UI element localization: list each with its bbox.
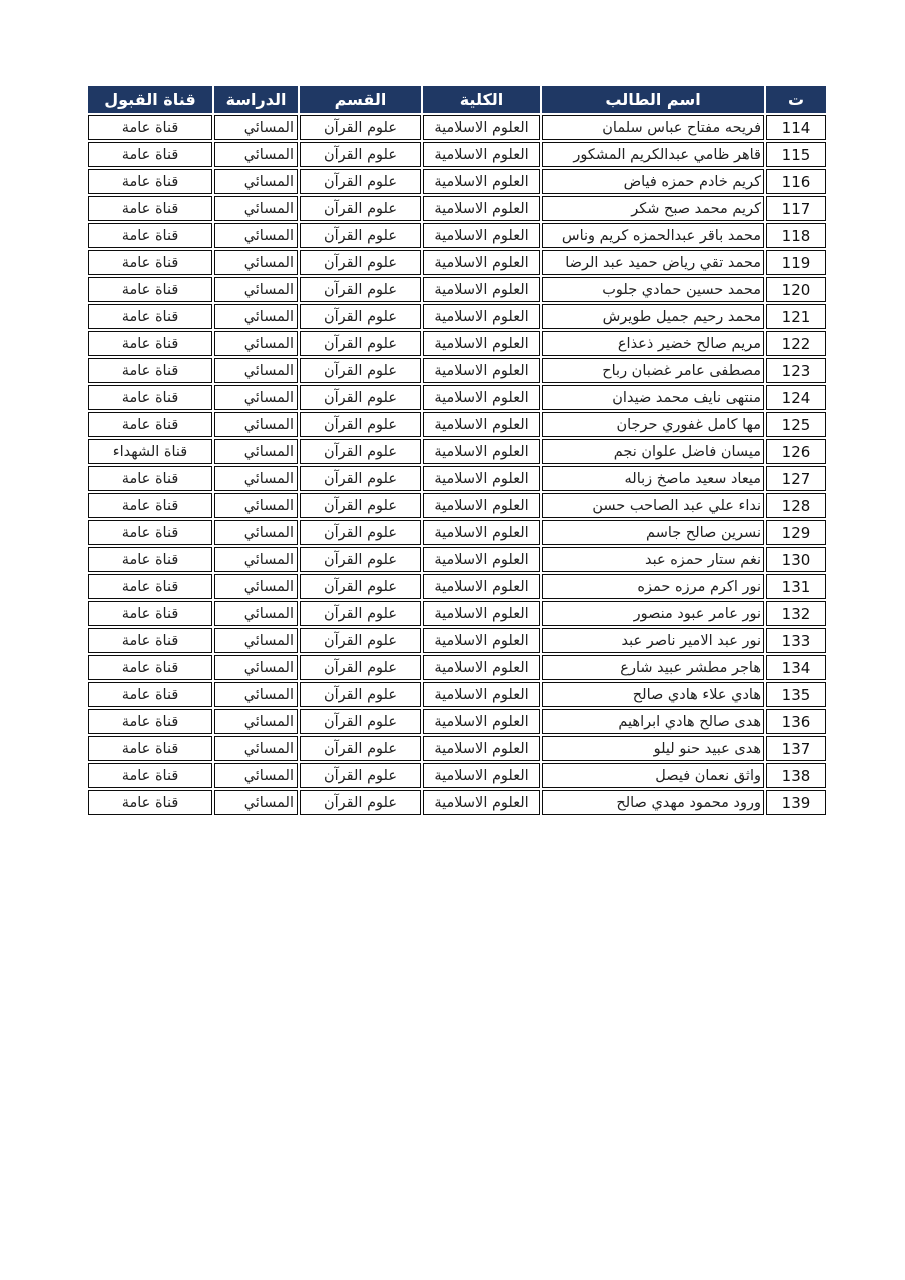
cell-department: علوم القرآن: [300, 763, 421, 788]
cell-department: علوم القرآن: [300, 736, 421, 761]
cell-serial: 136: [766, 709, 826, 734]
cell-department: علوم القرآن: [300, 412, 421, 437]
cell-study: المسائي: [214, 520, 298, 545]
cell-admission-channel: قناة عامة: [88, 493, 212, 518]
cell-study: المسائي: [214, 277, 298, 302]
cell-college: العلوم الاسلامية: [423, 493, 540, 518]
cell-admission-channel: قناة عامة: [88, 358, 212, 383]
cell-serial: 138: [766, 763, 826, 788]
cell-department: علوم القرآن: [300, 493, 421, 518]
cell-department: علوم القرآن: [300, 682, 421, 707]
cell-admission-channel: قناة عامة: [88, 628, 212, 653]
cell-college: العلوم الاسلامية: [423, 385, 540, 410]
cell-admission-channel: قناة عامة: [88, 412, 212, 437]
cell-college: العلوم الاسلامية: [423, 142, 540, 167]
cell-student-name: ميسان فاضل علوان نجم: [542, 439, 764, 464]
cell-college: العلوم الاسلامية: [423, 736, 540, 761]
cell-department: علوم القرآن: [300, 142, 421, 167]
cell-student-name: هدى صالح هادي ابراهيم: [542, 709, 764, 734]
cell-college: العلوم الاسلامية: [423, 520, 540, 545]
cell-serial: 134: [766, 655, 826, 680]
cell-department: علوم القرآن: [300, 223, 421, 248]
table-row: [88, 412, 826, 437]
cell-serial: 128: [766, 493, 826, 518]
cell-college: العلوم الاسلامية: [423, 331, 540, 356]
cell-college: العلوم الاسلامية: [423, 655, 540, 680]
cell-college: العلوم الاسلامية: [423, 790, 540, 815]
cell-college: العلوم الاسلامية: [423, 277, 540, 302]
cell-department: علوم القرآن: [300, 277, 421, 302]
cell-student-name: مها كامل غفوري حرجان: [542, 412, 764, 437]
cell-student-name: ورود محمود مهدي صالح: [542, 790, 764, 815]
cell-student-name: منتهى نايف محمد ضيدان: [542, 385, 764, 410]
cell-college: العلوم الاسلامية: [423, 412, 540, 437]
cell-serial: 115: [766, 142, 826, 167]
cell-study: المسائي: [214, 412, 298, 437]
cell-student-name: نغم ستار حمزه عبد: [542, 547, 764, 572]
cell-student-name: نور اكرم مرزه حمزه: [542, 574, 764, 599]
cell-college: العلوم الاسلامية: [423, 574, 540, 599]
cell-student-name: قاهر ظامي عبدالكريم المشكور: [542, 142, 764, 167]
cell-study: المسائي: [214, 682, 298, 707]
cell-study: المسائي: [214, 439, 298, 464]
cell-serial: 135: [766, 682, 826, 707]
cell-department: علوم القرآن: [300, 655, 421, 680]
cell-admission-channel: قناة عامة: [88, 385, 212, 410]
header-admission-channel: قناة القبول: [88, 86, 212, 113]
cell-college: العلوم الاسلامية: [423, 115, 540, 140]
cell-serial: 122: [766, 331, 826, 356]
cell-serial: 127: [766, 466, 826, 491]
cell-department: علوم القرآن: [300, 169, 421, 194]
cell-student-name: مريم صالح خضير ذعذاع: [542, 331, 764, 356]
cell-study: المسائي: [214, 466, 298, 491]
header-department: القسم: [300, 86, 421, 113]
cell-study: المسائي: [214, 493, 298, 518]
cell-serial: 124: [766, 385, 826, 410]
header-row: [88, 86, 826, 113]
cell-study: المسائي: [214, 736, 298, 761]
cell-department: علوم القرآن: [300, 790, 421, 815]
cell-study: المسائي: [214, 628, 298, 653]
table-row: [88, 763, 826, 788]
cell-student-name: محمد باقر عبدالحمزه كريم وناس: [542, 223, 764, 248]
cell-admission-channel: قناة عامة: [88, 790, 212, 815]
cell-college: العلوم الاسلامية: [423, 466, 540, 491]
cell-department: علوم القرآن: [300, 385, 421, 410]
table-row: [88, 439, 826, 464]
cell-admission-channel: قناة عامة: [88, 331, 212, 356]
cell-student-name: محمد حسين حمادي جلوب: [542, 277, 764, 302]
cell-student-name: ميعاد سعيد ماصخ زباله: [542, 466, 764, 491]
cell-student-name: نداء علي عبد الصاحب حسن: [542, 493, 764, 518]
cell-serial: 137: [766, 736, 826, 761]
cell-student-name: نسرين صالح جاسم: [542, 520, 764, 545]
cell-department: علوم القرآن: [300, 628, 421, 653]
cell-student-name: هادي علاء هادي صالح: [542, 682, 764, 707]
table-row: [88, 682, 826, 707]
header-serial: ت: [766, 86, 826, 113]
cell-department: علوم القرآن: [300, 358, 421, 383]
cell-department: علوم القرآن: [300, 547, 421, 572]
cell-student-name: نور عامر عبود منصور: [542, 601, 764, 626]
table-row: [88, 277, 826, 302]
cell-study: المسائي: [214, 574, 298, 599]
cell-college: العلوم الاسلامية: [423, 628, 540, 653]
cell-admission-channel: قناة عامة: [88, 655, 212, 680]
cell-college: العلوم الاسلامية: [423, 547, 540, 572]
cell-college: العلوم الاسلامية: [423, 250, 540, 275]
table-row: [88, 628, 826, 653]
cell-serial: 123: [766, 358, 826, 383]
table-row: [88, 709, 826, 734]
table-row: [88, 385, 826, 410]
cell-serial: 118: [766, 223, 826, 248]
cell-student-name: نور عبد الامير ناصر عبد: [542, 628, 764, 653]
cell-study: المسائي: [214, 169, 298, 194]
cell-admission-channel: قناة عامة: [88, 196, 212, 221]
cell-student-name: مصطفى عامر غضبان رباح: [542, 358, 764, 383]
cell-department: علوم القرآن: [300, 196, 421, 221]
cell-department: علوم القرآن: [300, 709, 421, 734]
cell-admission-channel: قناة عامة: [88, 250, 212, 275]
cell-serial: 125: [766, 412, 826, 437]
cell-serial: 133: [766, 628, 826, 653]
cell-admission-channel: قناة عامة: [88, 736, 212, 761]
cell-study: المسائي: [214, 142, 298, 167]
cell-serial: 114: [766, 115, 826, 140]
cell-college: العلوم الاسلامية: [423, 304, 540, 329]
cell-study: المسائي: [214, 547, 298, 572]
cell-serial: 130: [766, 547, 826, 572]
cell-serial: 121: [766, 304, 826, 329]
table-row: [88, 115, 826, 140]
table-row: [88, 601, 826, 626]
table-row: [88, 196, 826, 221]
cell-college: العلوم الاسلامية: [423, 196, 540, 221]
cell-department: علوم القرآن: [300, 574, 421, 599]
cell-college: العلوم الاسلامية: [423, 358, 540, 383]
cell-department: علوم القرآن: [300, 520, 421, 545]
cell-admission-channel: قناة عامة: [88, 142, 212, 167]
cell-study: المسائي: [214, 250, 298, 275]
table-row: [88, 142, 826, 167]
cell-college: العلوم الاسلامية: [423, 601, 540, 626]
cell-student-name: محمد تقي رياض حميد عبد الرضا: [542, 250, 764, 275]
table-row: [88, 331, 826, 356]
cell-study: المسائي: [214, 358, 298, 383]
table-body: [88, 115, 826, 815]
cell-serial: 132: [766, 601, 826, 626]
header-college: الكلية: [423, 86, 540, 113]
cell-student-name: واثق نعمان فيصل: [542, 763, 764, 788]
cell-study: المسائي: [214, 115, 298, 140]
cell-study: المسائي: [214, 790, 298, 815]
cell-student-name: هاجر مطشر عبيد شارع: [542, 655, 764, 680]
cell-serial: 120: [766, 277, 826, 302]
table-row: [88, 223, 826, 248]
table-row: [88, 655, 826, 680]
cell-admission-channel: قناة عامة: [88, 682, 212, 707]
table-row: [88, 304, 826, 329]
cell-college: العلوم الاسلامية: [423, 223, 540, 248]
cell-student-name: كريم محمد صبح شكر: [542, 196, 764, 221]
cell-serial: 119: [766, 250, 826, 275]
table-row: [88, 790, 826, 815]
cell-study: المسائي: [214, 331, 298, 356]
cell-admission-channel: قناة عامة: [88, 763, 212, 788]
table-row: [88, 169, 826, 194]
cell-student-name: محمد رحيم جميل طويرش: [542, 304, 764, 329]
cell-admission-channel: قناة عامة: [88, 466, 212, 491]
table-row: [88, 493, 826, 518]
table-row: [88, 547, 826, 572]
cell-study: المسائي: [214, 196, 298, 221]
cell-serial: 117: [766, 196, 826, 221]
cell-college: العلوم الاسلامية: [423, 169, 540, 194]
cell-serial: 116: [766, 169, 826, 194]
cell-college: العلوم الاسلامية: [423, 709, 540, 734]
cell-admission-channel: قناة عامة: [88, 574, 212, 599]
cell-department: علوم القرآن: [300, 250, 421, 275]
cell-admission-channel: قناة عامة: [88, 169, 212, 194]
cell-study: المسائي: [214, 223, 298, 248]
cell-department: علوم القرآن: [300, 439, 421, 464]
table-row: [88, 574, 826, 599]
cell-student-name: فريحه مفتاح عباس سلمان: [542, 115, 764, 140]
cell-department: علوم القرآن: [300, 601, 421, 626]
cell-college: العلوم الاسلامية: [423, 682, 540, 707]
cell-college: العلوم الاسلامية: [423, 439, 540, 464]
cell-department: علوم القرآن: [300, 331, 421, 356]
cell-admission-channel: قناة عامة: [88, 304, 212, 329]
cell-student-name: كريم خادم حمزه فياض: [542, 169, 764, 194]
cell-serial: 131: [766, 574, 826, 599]
cell-study: المسائي: [214, 601, 298, 626]
cell-department: علوم القرآن: [300, 304, 421, 329]
cell-admission-channel: قناة عامة: [88, 709, 212, 734]
cell-serial: 139: [766, 790, 826, 815]
students-table: [86, 84, 828, 817]
cell-admission-channel: قناة عامة: [88, 601, 212, 626]
cell-study: المسائي: [214, 655, 298, 680]
cell-admission-channel: قناة عامة: [88, 547, 212, 572]
table-row: [88, 520, 826, 545]
header-study: الدراسة: [214, 86, 298, 113]
header-student-name: اسم الطالب: [542, 86, 764, 113]
cell-student-name: هدى عبيد حنو ليلو: [542, 736, 764, 761]
cell-admission-channel: قناة الشهداء: [88, 439, 212, 464]
cell-admission-channel: قناة عامة: [88, 115, 212, 140]
cell-serial: 126: [766, 439, 826, 464]
cell-college: العلوم الاسلامية: [423, 763, 540, 788]
cell-admission-channel: قناة عامة: [88, 277, 212, 302]
cell-department: علوم القرآن: [300, 115, 421, 140]
table-row: [88, 466, 826, 491]
cell-admission-channel: قناة عامة: [88, 223, 212, 248]
table-row: [88, 358, 826, 383]
cell-admission-channel: قناة عامة: [88, 520, 212, 545]
cell-study: المسائي: [214, 385, 298, 410]
cell-serial: 129: [766, 520, 826, 545]
cell-study: المسائي: [214, 709, 298, 734]
table-row: [88, 250, 826, 275]
table-row: [88, 736, 826, 761]
cell-study: المسائي: [214, 763, 298, 788]
cell-department: علوم القرآن: [300, 466, 421, 491]
cell-study: المسائي: [214, 304, 298, 329]
